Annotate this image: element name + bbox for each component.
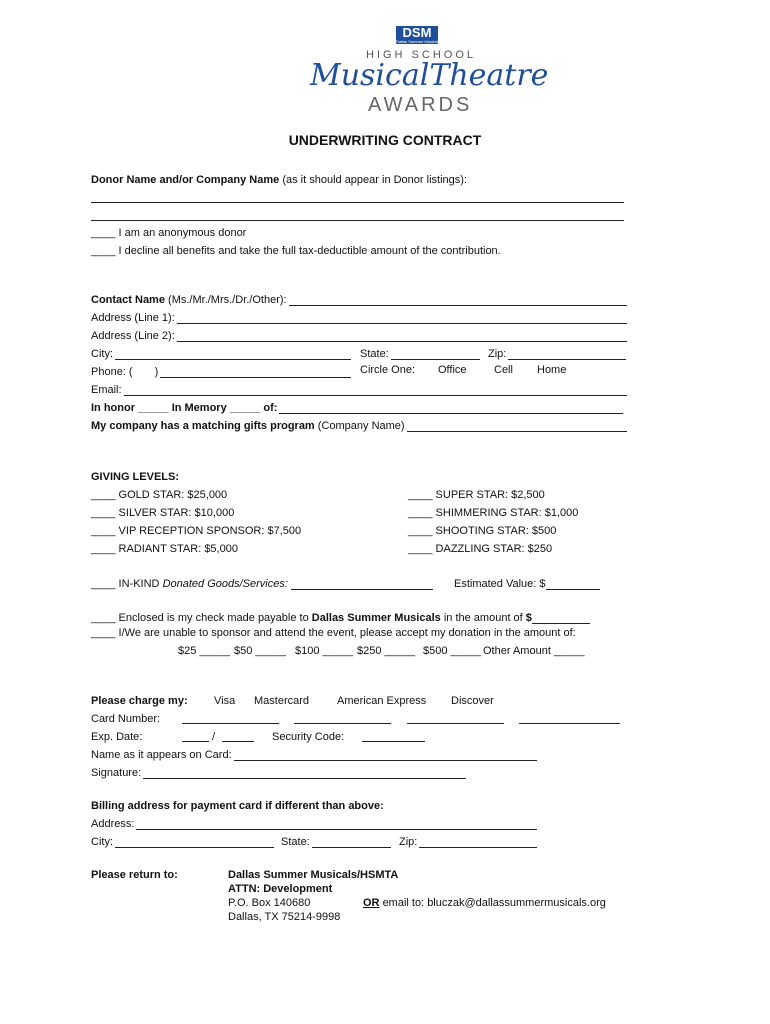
phone-field[interactable]: Phone: ( ) <box>91 366 351 378</box>
billing-title: Billing address for payment card if different than above: <box>91 800 384 812</box>
logo-line1: HIGH SCHOOL <box>366 49 477 61</box>
card-name-field[interactable]: Name as it appears on Card: <box>91 749 537 761</box>
zip-field[interactable]: Zip: <box>488 348 626 360</box>
matching-gifts-field[interactable]: My company has a matching gifts program (Company Name) <box>91 420 627 432</box>
giving-level-dazzling[interactable]: ____ DAZZLING STAR: $250 <box>408 543 553 555</box>
card-type-mastercard[interactable]: Mastercard <box>254 695 310 707</box>
or-label: OR <box>363 897 380 909</box>
signature-field[interactable]: Signature: <box>91 767 466 779</box>
unable-option[interactable]: ____ I/We are unable to sponsor and attend the event, please accept my donation in the amount of: <box>91 627 576 639</box>
exp-month-field[interactable] <box>182 741 209 742</box>
honor-memory-field[interactable]: In honor _____ In Memory _____ of: <box>91 402 623 414</box>
contact-name-field[interactable]: Contact Name (Ms./Mr./Mrs./Dr./Other): <box>91 294 627 306</box>
logo-line3: AWARDS <box>368 94 473 116</box>
card-number-label: Card Number: <box>91 713 161 725</box>
card-number-group-3[interactable] <box>407 723 504 724</box>
billing-city-field[interactable]: City: <box>91 836 274 848</box>
card-number-group-1[interactable] <box>182 723 279 724</box>
anonymous-option[interactable]: ____ I am an anonymous donor <box>91 227 247 239</box>
billing-address-field[interactable]: Address: <box>91 818 537 830</box>
card-type-amex[interactable]: American Express <box>337 695 427 707</box>
return-email[interactable]: email to: bluczak@dallassummermusicals.org <box>382 897 606 909</box>
billing-state-field[interactable]: State: <box>281 836 391 848</box>
state-field[interactable]: State: <box>360 348 480 360</box>
city-field[interactable]: City: <box>91 348 351 360</box>
billing-zip-field[interactable]: Zip: <box>399 836 537 848</box>
estimated-value-field[interactable]: Estimated Value: $ <box>454 578 600 590</box>
donor-line-2[interactable] <box>91 220 624 221</box>
donor-label-row <box>91 174 467 186</box>
giving-level-vip[interactable]: ____ VIP RECEPTION SPONSOR: $7,500 <box>91 525 302 537</box>
charge-label: Please charge my: <box>91 695 188 707</box>
return-email-row <box>363 897 606 909</box>
donor-note: (as it should appear in Donor listings): <box>282 174 467 186</box>
donor-line-1[interactable] <box>91 202 624 203</box>
return-org: Dallas Summer Musicals/HSMTA <box>228 869 399 881</box>
dsm-badge: DSM Dallas Summer Musicals <box>396 25 441 44</box>
amount-other[interactable]: Other Amount _____ <box>483 645 585 657</box>
logo-line2: MusicalTheatre <box>310 58 549 93</box>
amount-100[interactable]: $100 _____ <box>295 645 354 657</box>
return-city: Dallas, TX 75214-9998 <box>228 911 341 923</box>
email-field[interactable]: Email: <box>91 384 627 396</box>
inkind-field[interactable]: ____ IN-KIND Donated Goods/Services: <box>91 578 433 590</box>
logo <box>300 22 549 122</box>
return-label: Please return to: <box>91 869 178 881</box>
giving-level-gold[interactable]: ____ GOLD STAR: $25,000 <box>91 489 228 501</box>
return-po-box: P.O. Box 140680 <box>228 897 311 909</box>
giving-level-silver[interactable]: ____ SILVER STAR: $10,000 <box>91 507 235 519</box>
decline-option[interactable]: ____ I decline all benefits and take the full tax-deductible amount of the contribution. <box>91 245 501 257</box>
giving-level-shimmering[interactable]: ____ SHIMMERING STAR: $1,000 <box>408 507 579 519</box>
exp-slash: / <box>212 731 216 743</box>
phone-type-home[interactable]: Home <box>537 364 567 376</box>
phone-type-office[interactable]: Office <box>438 364 467 376</box>
security-code-field[interactable] <box>362 741 425 742</box>
giving-level-super[interactable]: ____ SUPER STAR: $2,500 <box>408 489 545 501</box>
amount-250[interactable]: $250 _____ <box>357 645 416 657</box>
circle-one-label: Circle One: <box>360 364 416 376</box>
page-title: UNDERWRITING CONTRACT <box>288 132 482 148</box>
amount-500[interactable]: $500 _____ <box>423 645 482 657</box>
address1-field[interactable]: Address (Line 1): <box>91 312 627 324</box>
card-number-group-2[interactable] <box>294 723 391 724</box>
exp-year-field[interactable] <box>222 741 254 742</box>
donor-label: Donor Name and/or Company Name <box>91 174 280 186</box>
giving-levels-title: GIVING LEVELS: <box>91 471 180 483</box>
amount-25[interactable]: $25 _____ <box>178 645 230 657</box>
card-type-visa[interactable]: Visa <box>214 695 236 707</box>
address2-field[interactable]: Address (Line 2): <box>91 330 627 342</box>
phone-type-cell[interactable]: Cell <box>494 364 513 376</box>
return-attn: ATTN: Development <box>228 883 333 895</box>
giving-level-radiant[interactable]: ____ RADIANT STAR: $5,000 <box>91 543 238 555</box>
amount-50[interactable]: $50 _____ <box>234 645 286 657</box>
security-code-label: Security Code: <box>272 731 345 743</box>
exp-date-label: Exp. Date: <box>91 731 143 743</box>
check-option[interactable]: ____ Enclosed is my check made payable to Dallas Summer Musicals in the amount of $ <box>91 612 590 624</box>
giving-level-shooting[interactable]: ____ SHOOTING STAR: $500 <box>408 525 557 537</box>
card-type-discover[interactable]: Discover <box>451 695 494 707</box>
card-number-group-4[interactable] <box>519 723 620 724</box>
